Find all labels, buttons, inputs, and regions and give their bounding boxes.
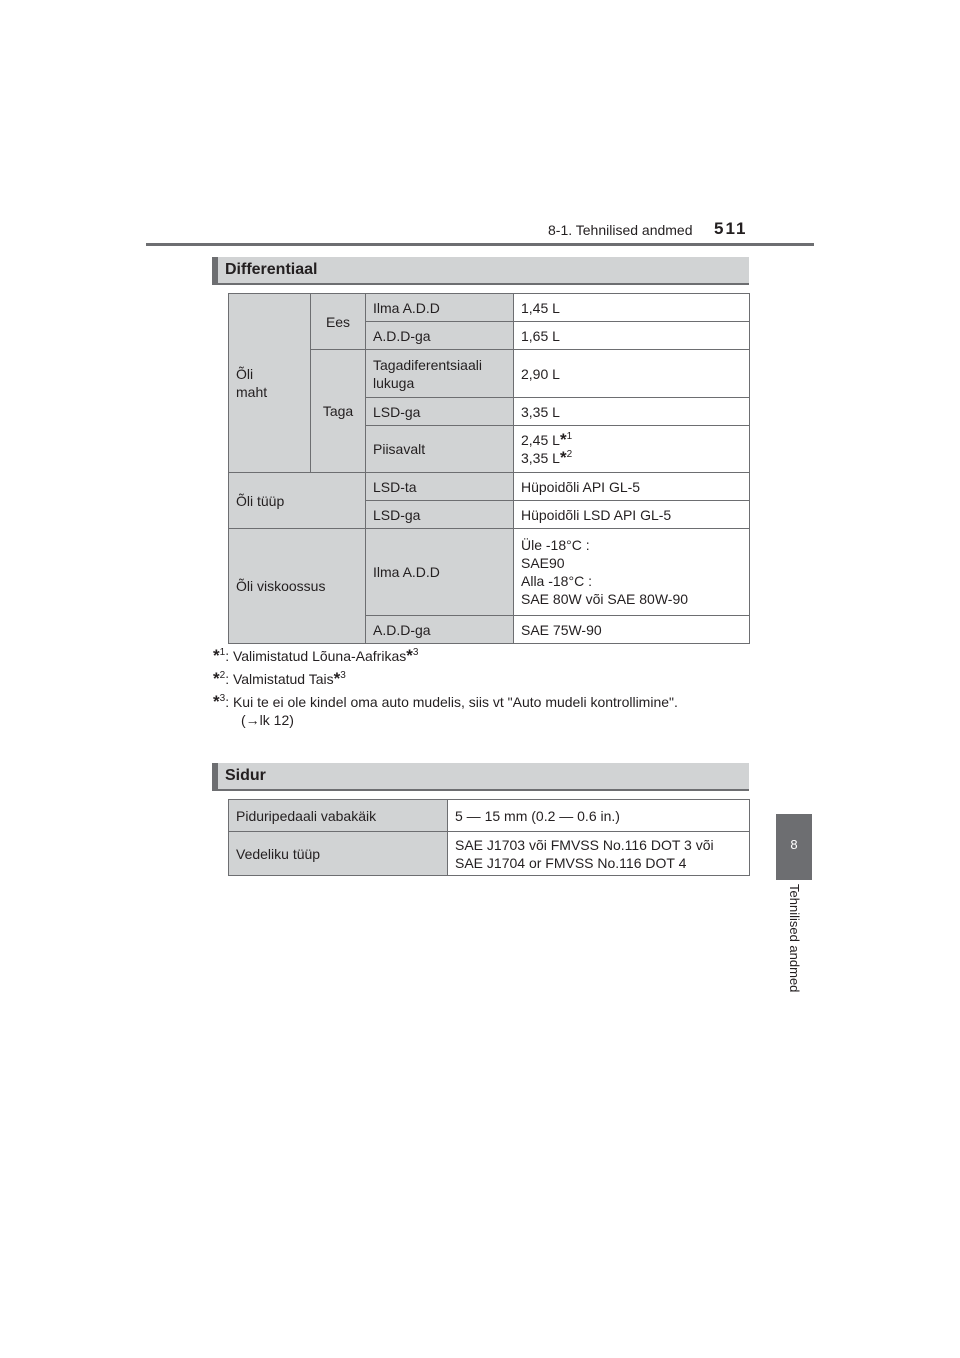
- table-row: [229, 832, 750, 876]
- footnote-star: *: [213, 646, 220, 665]
- row-value: 1,65 L: [514, 322, 750, 350]
- footnote-text: : Valmistatud Tais: [225, 671, 334, 687]
- row-value: Hüpoidõli LSD API GL-5: [514, 501, 750, 529]
- footnote-mark: 3: [412, 647, 419, 658]
- page-number: 511: [714, 219, 748, 238]
- rear-label: Taga: [311, 350, 366, 473]
- footnote-text: : Valimistatud Lõuna-Aafrikas: [225, 648, 407, 664]
- oil-type-label: Õli tüüp: [229, 473, 366, 529]
- clutch-table: [228, 799, 750, 876]
- row-label: LSD-ga: [366, 398, 514, 426]
- differential-heading-text: Differentiaal: [225, 261, 318, 278]
- row-value: 1,45 L: [514, 294, 750, 322]
- section-title: 8-1. Tehnilised andmed: [548, 222, 693, 238]
- differential-table: [228, 293, 750, 644]
- heading-bar: [212, 763, 218, 789]
- footnote-mark: 1: [219, 647, 226, 658]
- table-row: [229, 800, 750, 832]
- footnote-mark: 2: [219, 670, 226, 681]
- footnote-3: [213, 693, 750, 729]
- oil-capacity-label: Õli maht: [229, 294, 311, 473]
- clutch-heading: [212, 763, 749, 791]
- page-header: [0, 0, 960, 250]
- optional-value-1: 2,45 L: [521, 432, 560, 448]
- chapter-label: Tehnilised andmed: [787, 884, 802, 993]
- row-label: LSD-ta: [366, 473, 514, 501]
- row-label: Piduripedaali vabakäik: [229, 800, 448, 832]
- row-label: A.D.D-ga: [366, 322, 514, 350]
- row-value: [514, 426, 750, 473]
- footnote-1: [213, 647, 750, 665]
- row-value: 2,90 L: [514, 350, 750, 398]
- footnotes: [213, 647, 750, 734]
- footnote-2: [213, 670, 750, 688]
- row-label: A.D.D-ga: [366, 616, 514, 644]
- table-row: [229, 529, 750, 616]
- heading-bar: [212, 257, 218, 283]
- table-row: [229, 294, 750, 322]
- viscosity-label: Õli viskoossus: [229, 529, 366, 644]
- footnote-star: *: [559, 448, 567, 467]
- row-label: Tagadiferentsiaali lukuga: [366, 350, 514, 398]
- row-value: 3,35 L: [514, 398, 750, 426]
- table-row: [229, 473, 750, 501]
- page-reference: (→lk 12): [241, 712, 294, 728]
- row-value: Üle -18°C : SAE90 Alla -18°C : SAE 80W või SAE 80W-90: [514, 529, 750, 616]
- row-value: SAE 75W-90: [514, 616, 750, 644]
- footnote-star: *: [559, 430, 567, 449]
- row-label: Vedeliku tüüp: [229, 832, 448, 876]
- row-label: LSD-ga: [366, 501, 514, 529]
- row-label: Piisavalt: [366, 426, 514, 473]
- footnote-mark: 1: [566, 431, 573, 442]
- row-label: Ilma A.D.D: [366, 294, 514, 322]
- chapter-tab: [776, 814, 812, 880]
- chapter-number: 8: [790, 837, 798, 852]
- optional-value-2: 3,35 L: [521, 450, 560, 466]
- row-value: SAE J1703 või FMVSS No.116 DOT 3 või SAE J1704 or FMVSS No.116 DOT 4: [448, 832, 750, 876]
- row-value: 5 — 15 mm (0.2 — 0.6 in.): [448, 800, 750, 832]
- footnote-star: *: [333, 669, 341, 688]
- footnote-mark: 3: [219, 693, 226, 704]
- row-value: Hüpoidõli API GL-5: [514, 473, 750, 501]
- differential-heading: [212, 257, 749, 285]
- clutch-heading-text: Sidur: [225, 767, 266, 784]
- front-label: Ees: [311, 294, 366, 350]
- footnote-star: *: [213, 692, 220, 711]
- footnote-star: *: [213, 669, 220, 688]
- footnote-star: *: [406, 646, 413, 665]
- header-rule: [146, 243, 814, 246]
- footnote-text: : Kui te ei ole kindel oma auto mudelis, siis vt "Auto mudeli kontrollimine".: [225, 694, 678, 710]
- footnote-mark: 2: [566, 449, 573, 460]
- row-label: Ilma A.D.D: [366, 529, 514, 616]
- footnote-mark: 3: [340, 670, 346, 681]
